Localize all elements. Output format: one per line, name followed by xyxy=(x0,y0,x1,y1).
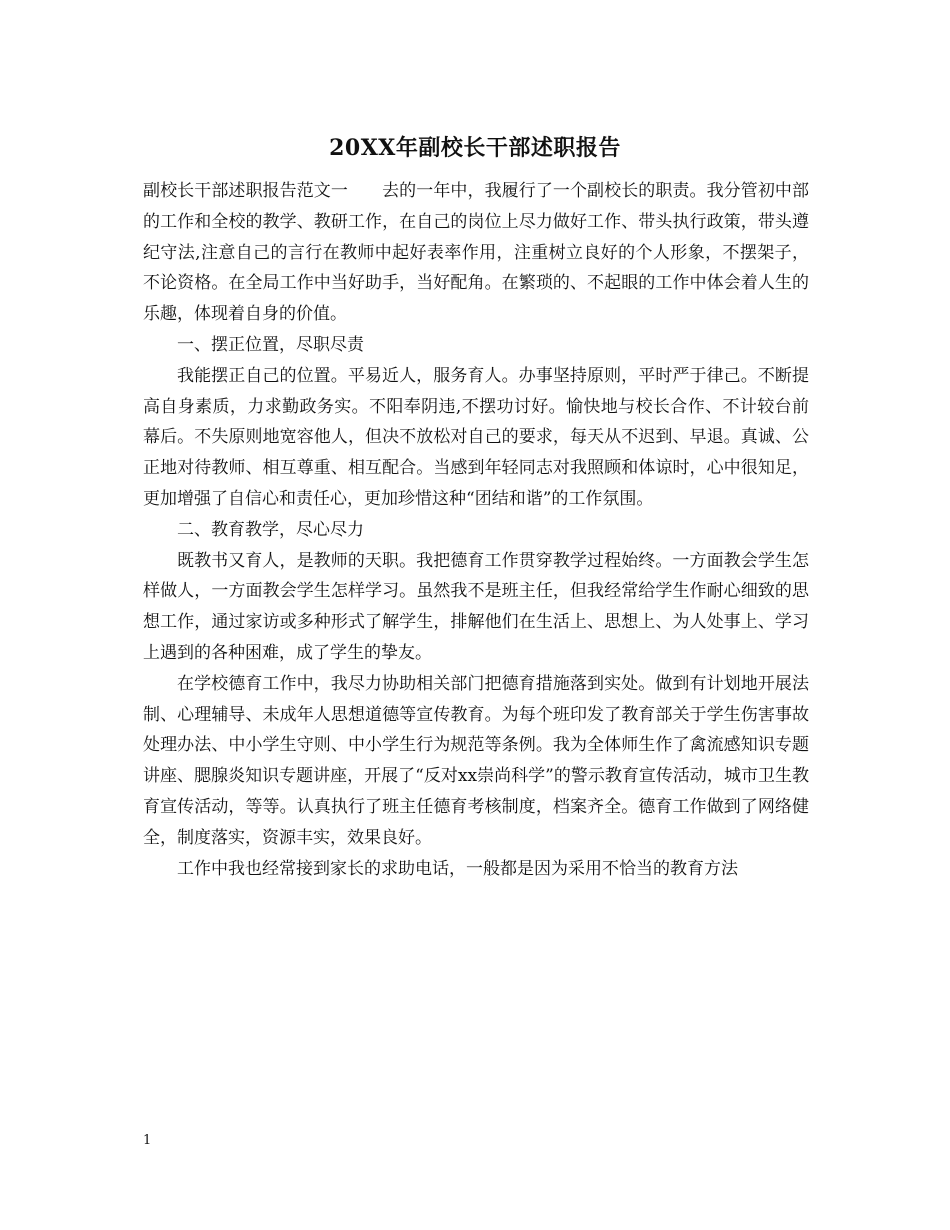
paragraph: 我能摆正自己的位置。平易近人，服务育人。办事坚持原则，平时严于律己。不断提高自身素质，力求勤政务实。不阳奉阴违,不摆功讨好。愉快地与校长合作、不计较台前幕后。不失原则地宽容他人，但决不放松对自己的要求，每天从不迟到、早退。真诚、公正地对待教师、相互尊重、相互配合。当感到年轻同志对我照顾和体谅时，心中很知足，更加增强了自信心和责任心，更加珍惜这种“团结和谐”的工作氛围。 xyxy=(143,365,809,509)
paragraph: 副校长干部述职报告范文一 去的一年中，我履行了一个副校长的职责。我分管初中部的工作和全校的教学、教研工作，在自己的岗位上尽力做好工作、带头执行政策，带头遵纪守法,注意自己的言行在教师中起好表率作用，注重树立良好的个人形象，不摆架子，不论资格。在全局工作中当好助手，当好配角。在繁琐的、不起眼的工作中体会着人生的乐趣，体现着自身的价值。 xyxy=(143,181,809,325)
page-number: 1 xyxy=(143,1133,152,1148)
document-body xyxy=(143,176,809,884)
paragraph: 工作中我也经常接到家长的求助电话，一般都是因为采用不恰当的教育方法 xyxy=(177,858,738,879)
paragraph: 在学校德育工作中，我尽力协助相关部门把德育措施落到实处。做到有计划地开展法制、心理辅导、未成年人思想道德等宣传教育。为每个班印发了教育部关于学生伤害事故处理办法、中小学生守则、中小学生行为规范等条例。我为全体师生作了禽流感知识专题讲座、腮腺炎知识专题讲座，开展了“反对xx崇尚科学”的警示教育宣传活动，城市卫生教育宣传活动，等等。认真执行了班主任德育考核制度，档案齐全。德育工作做到了网络健全，制度落实，资源丰实，效果良好。 xyxy=(143,673,809,848)
section-heading: 一、摆正位置，尽职尽责 xyxy=(177,334,364,355)
paragraph: 既教书又育人，是教师的天职。我把德育工作贯穿教学过程始终。一方面教会学生怎样做人，一方面教会学生怎样学习。虽然我不是班主任，但我经常给学生作耐心细致的思想工作，通过家访或多种形式了解学生，排解他们在生活上、思想上、为人处事上、学习上遇到的各种困难，成了学生的挚友。 xyxy=(143,550,809,663)
section-heading: 二、教育教学，尽心尽力 xyxy=(177,519,364,540)
document-title: 20XX年副校长干部述职报告 xyxy=(329,135,621,161)
